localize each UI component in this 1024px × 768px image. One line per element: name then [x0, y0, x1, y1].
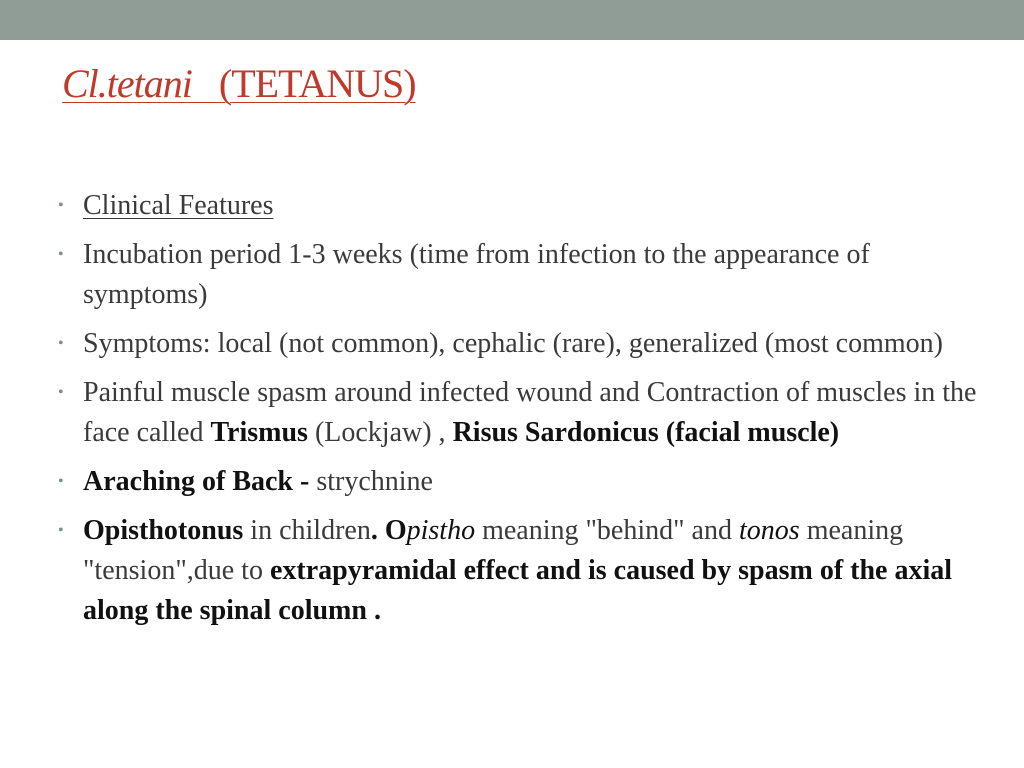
bullet-text: Incubation period 1-3 weeks (time from infection to the appearance of symptoms) — [83, 239, 870, 310]
bullet-text: Symptoms: local (not common), cephalic (rare), generalized (most common) — [83, 328, 943, 359]
bullet-item-symptoms — [58, 324, 978, 364]
bullet-item-incubation — [58, 235, 978, 315]
bullet-icon: • — [58, 384, 64, 401]
bullet-bold-o: . O — [370, 515, 407, 546]
bullet-icon: • — [58, 335, 64, 352]
title-italic-part: Cl.tetani — [62, 61, 192, 106]
title-caps-part: TETANUS) — [231, 61, 416, 106]
slide-title — [62, 62, 416, 106]
bullet-italic-tonos: tonos — [739, 515, 800, 546]
bullet-text: in children — [243, 515, 371, 546]
title-gap: ( — [191, 61, 232, 106]
bullet-item-muscle-spasm — [58, 373, 978, 453]
bullet-icon: • — [58, 197, 64, 214]
bullet-text: Painful muscle spasm around infected wound and Contraction of muscles in the face called — [83, 377, 977, 448]
bullet-bold-risus: Risus Sardonicus (facial muscle) — [452, 417, 840, 448]
bullet-text: Clinical Features — [83, 190, 274, 221]
bullet-italic-pistho: pistho — [406, 515, 476, 546]
bullet-bold-trismus: Trismus — [210, 417, 308, 448]
bullet-text: meaning "behind" and — [475, 515, 739, 546]
bullet-bold-opisthotonus: Opisthotonus — [83, 515, 244, 546]
bullet-item-arching — [58, 462, 978, 502]
bullet-bold-extrapyramidal: extrapyramidal effect and is caused by spasm of the axial along the spinal column . — [83, 555, 953, 626]
bullet-text: strychnine — [309, 466, 433, 497]
bullet-item-opisthotonus — [58, 511, 978, 631]
bullet-icon: • — [58, 473, 64, 490]
bullet-text: meaning "tension",due to — [83, 515, 904, 586]
bullet-list — [58, 186, 978, 640]
bullet-text: (Lockjaw) , — [307, 417, 453, 448]
top-bar — [0, 0, 1024, 40]
bullet-item-clinical-features — [58, 186, 978, 226]
bullet-icon: • — [58, 246, 64, 263]
bullet-bold-arching: Araching of Back - — [83, 466, 310, 497]
bullet-icon: • — [58, 522, 64, 539]
